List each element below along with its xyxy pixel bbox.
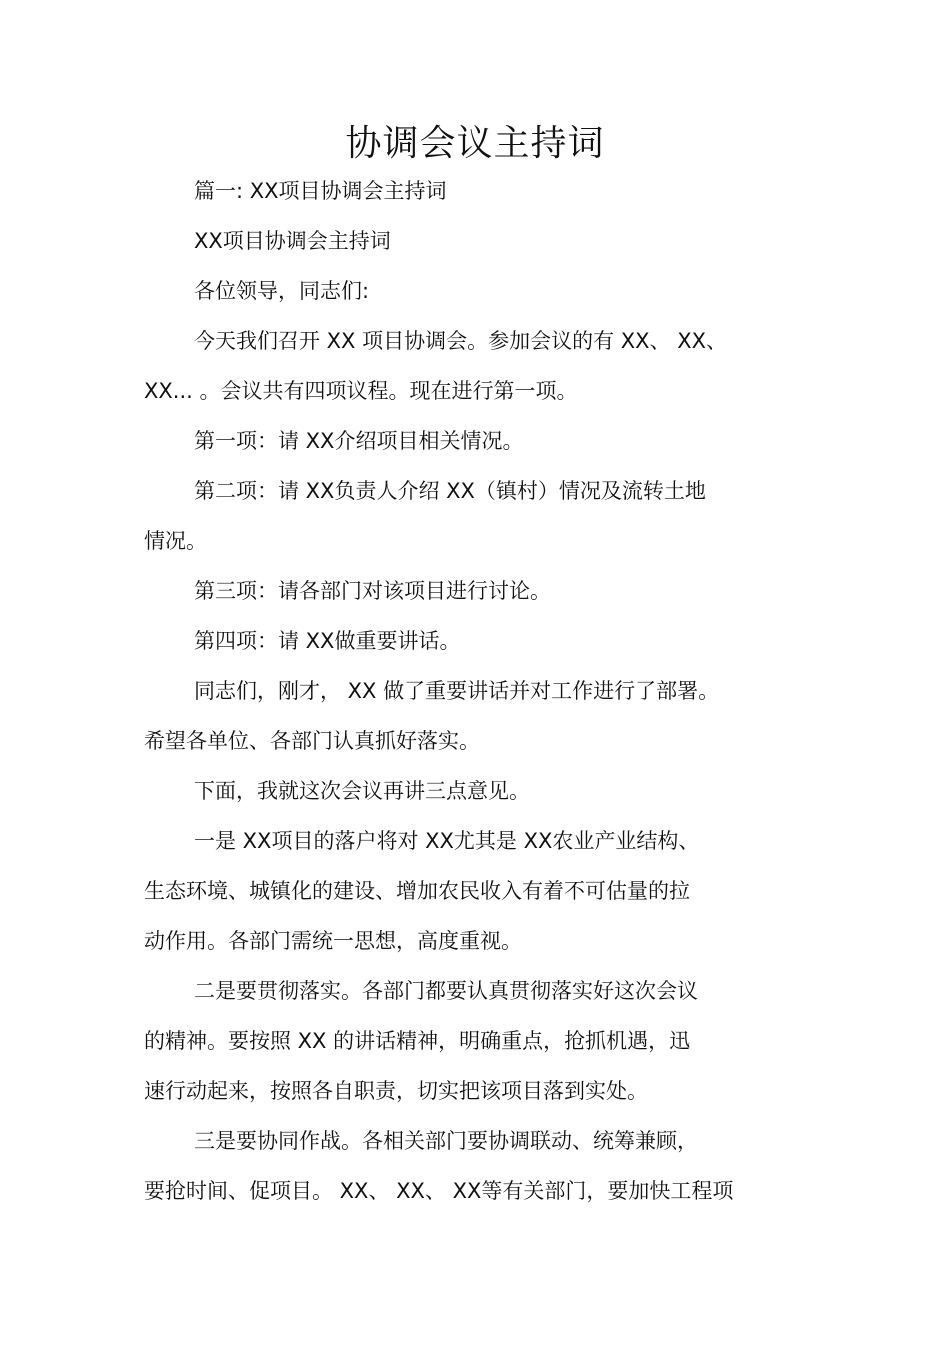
- paragraph-line: 速行动起来，按照各自职责，切实把该项目落到实处。: [144, 1079, 648, 1103]
- paragraph-line: 第一项：请 XX介绍项目相关情况。: [194, 429, 524, 453]
- paragraph-line: 第二项：请 XX负责人介绍 XX（镇村）情况及流转土地: [194, 479, 706, 503]
- paragraph-line: 要抢时间、促项目。 XX、 XX、 XX等有关部门，要加快工程项: [144, 1179, 734, 1203]
- document-title: 协调会议主持词: [345, 123, 605, 164]
- paragraph-line: 希望各单位、各部门认真抓好落实。: [144, 729, 480, 753]
- paragraph-line: 第三项：请各部门对该项目进行讨论。: [194, 579, 551, 603]
- paragraph-line: 今天我们召开 XX 项目协调会。参加会议的有 XX、 XX、: [194, 329, 728, 353]
- paragraph-line: 同志们，刚才， XX 做了重要讲话并对工作进行了部署。: [194, 679, 720, 703]
- section-heading: 篇一: XX项目协调会主持词: [194, 179, 447, 203]
- paragraph-line: 的精神。要按照 XX 的讲话精神，明确重点，抢抓机遇，迅: [144, 1029, 691, 1053]
- paragraph-line: XX... 。会议共有四项议程。现在进行第一项。: [144, 379, 578, 403]
- paragraph-line: 一是 XX项目的落户将对 XX尤其是 XX农业产业结构、: [194, 829, 700, 853]
- paragraph-line: 三是要协同作战。各相关部门要协调联动、统筹兼顾，: [194, 1129, 698, 1153]
- paragraph-line: XX项目协调会主持词: [194, 229, 391, 253]
- paragraph-line: 第四项：请 XX做重要讲话。: [194, 629, 461, 653]
- paragraph-line: 二是要贯彻落实。各部门都要认真贯彻落实好这次会议: [194, 979, 698, 1003]
- paragraph-line: 生态环境、城镇化的建设、增加农民收入有着不可估量的拉: [144, 879, 690, 903]
- paragraph-line: 动作用。各部门需统一思想，高度重视。: [144, 929, 522, 953]
- paragraph-line: 下面，我就这次会议再讲三点意见。: [194, 779, 530, 803]
- paragraph-line: 情况。: [144, 529, 207, 553]
- paragraph-line: 各位领导，同志们:: [194, 279, 370, 303]
